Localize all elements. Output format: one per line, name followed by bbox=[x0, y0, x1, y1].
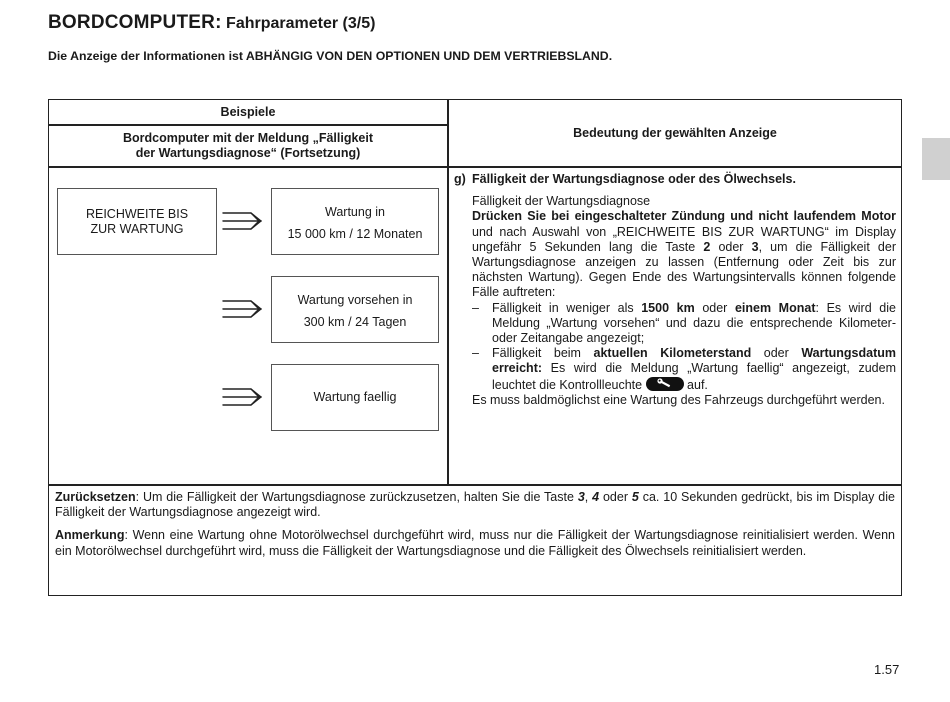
triple-arrow-icon bbox=[221, 384, 265, 410]
bold-text: einem Monat bbox=[734, 300, 816, 315]
table-divider-vertical bbox=[447, 100, 449, 485]
info-table bbox=[48, 99, 902, 596]
text: oder bbox=[751, 346, 802, 361]
table-divider-footer bbox=[49, 484, 901, 486]
page-title bbox=[48, 12, 375, 34]
text: Fälligkeit in weniger als bbox=[492, 300, 642, 315]
text: Es wird die Meldung „Wartung faellig“ angezeigt, zudem leuchtet die Kontrollleuchte bbox=[492, 361, 896, 392]
display-text: Wartung faellig bbox=[313, 390, 397, 404]
title-sub: Fahrparameter (3/5) bbox=[226, 15, 376, 32]
page-number: 1.57 bbox=[874, 662, 900, 677]
display-box-reichweite bbox=[57, 188, 217, 255]
list-dash: – bbox=[472, 346, 479, 361]
key-number: 2 bbox=[703, 239, 711, 254]
display-box-wartung-faellig bbox=[271, 364, 439, 431]
list-item bbox=[472, 301, 896, 347]
side-tab-marker bbox=[922, 138, 950, 180]
remark-note bbox=[55, 528, 895, 558]
key-number: 3 bbox=[577, 490, 585, 504]
display-box-wartung-vorsehen bbox=[271, 276, 439, 343]
text: Fälligkeit beim bbox=[492, 346, 594, 361]
display-text: 15 000 km / 12 Monaten bbox=[287, 227, 423, 241]
text: : Wenn eine Wartung ohne Motorölwechsel durchgeführt wird, muss nur die Fälligkeit der Wartungsdiagnose reinitialisiert werden. Wenn ein Motorölwechsel durchgeführt wird, muss die Fälligkeit der Wartungsdiagnose und die Fälligkeit des Ölwechsels reinitialisiert werden. bbox=[55, 528, 895, 558]
text: oder bbox=[694, 300, 735, 315]
display-text: ZUR WARTUNG bbox=[90, 221, 184, 236]
subheader-line-1: Bordcomputer mit der Meldung „Fälligkeit bbox=[122, 131, 374, 145]
text: auf. bbox=[683, 377, 708, 392]
title-main: BORDCOMPUTER: bbox=[48, 12, 222, 33]
meaning-heading bbox=[454, 172, 896, 187]
column-header-bedeutung: Bedeutung der gewählten Anzeige bbox=[573, 126, 777, 140]
bold-text: 1500 km bbox=[641, 300, 695, 315]
table-divider-header-bottom bbox=[49, 166, 901, 168]
footer-notes bbox=[55, 490, 895, 559]
bold-text: Wartungsdatum erreicht: bbox=[492, 346, 896, 376]
text: und nach Auswahl von „REICHWEITE BIS ZUR WARTUNG“ im Display ungefähr 5 Sekunden lang die Taste bbox=[472, 224, 896, 254]
text: oder bbox=[710, 239, 752, 254]
list-dash: – bbox=[472, 300, 479, 315]
display-text: Wartung in bbox=[325, 205, 385, 219]
list-item-text bbox=[492, 301, 896, 347]
display-text: Wartung vorsehen in bbox=[297, 293, 413, 307]
column-header-beispiele: Beispiele bbox=[220, 105, 276, 119]
key-number: 5 bbox=[631, 490, 639, 504]
list-item bbox=[472, 346, 896, 393]
text: : Es wird die Meldung „Wartung vorsehen“ und dazu die entsprechende Kilometer- oder Zeitangabe angezeigt; bbox=[492, 300, 896, 346]
meaning-subheading: Fälligkeit der Wartungsdiagnose bbox=[472, 194, 651, 209]
display-text: REICHWEITE BIS bbox=[85, 206, 189, 221]
key-number: 4 bbox=[592, 490, 600, 504]
subheader-line-2: der Wartungsdiagnose“ (Fortsetzung) bbox=[135, 146, 361, 160]
reset-note bbox=[55, 490, 895, 520]
heading-text: Fälligkeit der Wartungsdiagnose oder des Ölwechsels. bbox=[472, 172, 796, 186]
key-number: 3 bbox=[751, 239, 759, 254]
remark-label: Anmerkung bbox=[55, 528, 125, 543]
item-letter: g) bbox=[454, 172, 466, 186]
reset-label: Zurücksetzen bbox=[55, 490, 136, 504]
page-subtitle: Die Anzeige der Informationen ist ABHÄNGIG VON DEN OPTIONEN UND DEM VERTRIEBSLAND. bbox=[48, 49, 613, 63]
display-box-wartung-in bbox=[271, 188, 439, 255]
text: : Um die Fälligkeit der Wartungsdiagnose zurückzusetzen, halten Sie die Taste bbox=[135, 490, 578, 504]
text: ca. 10 Sekunden gedrückt, bis im Display die Fälligkeit der Wartungsdiagnose angezeigt wird. bbox=[55, 490, 895, 520]
bold-text: Drücken Sie bei eingeschalteter Zündung und nicht laufendem Motor bbox=[472, 209, 896, 224]
triple-arrow-icon bbox=[221, 208, 265, 234]
list-item-text bbox=[492, 346, 896, 393]
triple-arrow-icon bbox=[221, 296, 265, 322]
table-divider-header bbox=[49, 124, 447, 126]
meaning-paragraph bbox=[472, 209, 896, 300]
column-subheader-bordcomputer bbox=[49, 131, 447, 161]
text: , bbox=[584, 490, 593, 504]
display-text: 300 km / 24 Tagen bbox=[303, 315, 407, 329]
wrench-icon bbox=[646, 377, 684, 391]
text: , um die Fälligkeit der Wartungsdiagnose anzeigen zu lassen (Entfernung oder Zeit bis zur nächsten Wartung). Gegen Ende des Wartungsintervalls können folgende Fälle auftreten: bbox=[472, 239, 896, 300]
meaning-section bbox=[454, 172, 896, 408]
text: oder bbox=[599, 490, 632, 504]
bold-text: aktuellen Kilometerstand bbox=[593, 346, 752, 361]
meaning-closing: Es muss baldmöglichst eine Wartung des Fahrzeugs durchgeführt werden. bbox=[472, 392, 885, 407]
